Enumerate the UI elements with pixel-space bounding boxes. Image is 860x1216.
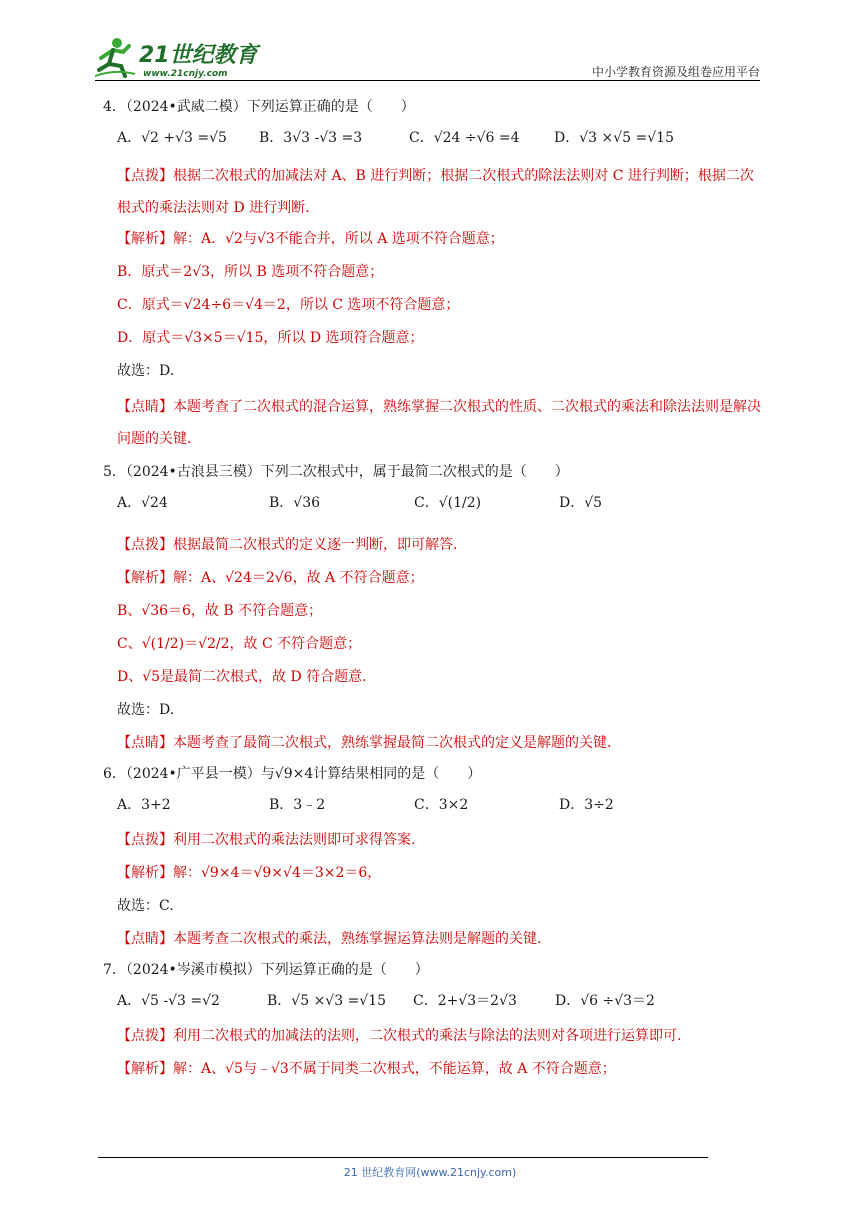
- footer-divider: [98, 1157, 708, 1158]
- question-7-stem: 7．（2024•岑溪市模拟）下列运算正确的是（ ）: [103, 962, 429, 978]
- option-d: D．√3 ×√5 =√15: [554, 130, 674, 146]
- question-6-analysis-1: 【解析】解：√9×4＝√9×√4＝3×2＝6，: [117, 865, 382, 881]
- question-5-analysis-2: B、√36＝6，故 B 不符合题意；: [117, 603, 323, 619]
- question-5-summary: 【点睛】本题考查了最简二次根式，熟练掌握最简二次根式的定义是解题的关键.: [117, 735, 612, 751]
- site-logo[interactable]: [95, 36, 265, 80]
- question-4-analysis-4: D．原式＝√3×5＝√15，所以 D 选项符合题意；: [117, 330, 424, 346]
- question-6-stem: 6．（2024•广平县一模）与√9×4计算结果相同的是（ ）: [103, 766, 482, 782]
- option-d: D．√6 ÷√3＝2: [555, 993, 655, 1009]
- header-divider: [95, 80, 760, 81]
- question-6-summary: 【点睛】本题考查二次根式的乘法，熟练掌握运算法则是解题的关键.: [117, 931, 542, 947]
- footer-link[interactable]: 21 世纪教育网(www.21cnjy.com): [343, 1166, 517, 1179]
- question-7-options: [117, 990, 765, 1012]
- option-b: B．3﹣2: [269, 797, 326, 813]
- question-5-hint: 【点拨】根据最简二次根式的定义逐一判断，即可解答.: [117, 537, 458, 553]
- question-4-analysis-3: C．原式＝√24÷6＝√4＝2，所以 C 选项不符合题意；: [117, 297, 460, 313]
- option-a: A．√24: [117, 495, 168, 511]
- question-5-analysis-1: 【解析】解：A、√24＝2√6，故 A 不符合题意；: [117, 570, 424, 586]
- option-c: C．√(1/2): [414, 495, 482, 511]
- option-c: C．3×2: [414, 797, 469, 813]
- question-6-options: [117, 794, 765, 816]
- question-5-answer: 故选：D.: [117, 702, 175, 718]
- page-header: [95, 30, 760, 80]
- question-4-analysis-2: B．原式＝2√3，所以 B 选项不符合题意；: [117, 264, 384, 280]
- question-6-hint: 【点拨】利用二次根式的乘法法则即可求得答案.: [117, 832, 416, 848]
- logo-text: 21世纪教育: [139, 43, 258, 68]
- logo-url: www.21cnjy.com: [143, 69, 228, 79]
- option-a: A．√2 +√3 =√5: [117, 130, 227, 146]
- question-7-hint: 【点拨】利用二次根式的加减法的法则，二次根式的乘法与除法的法则对各项进行运算即可.: [117, 1028, 682, 1044]
- option-c: C．√24 ÷√6 =4: [409, 130, 520, 146]
- option-a: A．3+2: [117, 797, 171, 813]
- question-5-stem: 5．（2024•古浪县三模）下列二次根式中，属于最简二次根式的是（ ）: [103, 464, 569, 480]
- question-7-analysis-1: 【解析】解：A、√5与﹣√3不属于同类二次根式，不能运算，故 A 不符合题意；: [117, 1061, 616, 1077]
- option-d: D．3÷2: [559, 797, 614, 813]
- question-4-answer: 故选：D.: [117, 363, 175, 379]
- question-5-options: [117, 492, 765, 514]
- question-5-analysis-4: D、√5是最简二次根式，故 D 符合题意.: [117, 669, 367, 685]
- question-4-analysis-1: 【解析】解：A．√2与√3不能合并，所以 A 选项不符合题意；: [117, 231, 504, 247]
- option-d: D．√5: [559, 495, 603, 511]
- question-6-answer: 故选：C.: [117, 898, 174, 914]
- question-4-stem: 4．（2024•武威二模）下列运算正确的是（ ）: [103, 99, 415, 115]
- option-c: C．2+√3＝2√3: [413, 993, 517, 1009]
- option-a: A．√5 -√3 =√2: [117, 993, 220, 1009]
- option-b: B．3√3 -√3 =3: [259, 130, 363, 146]
- question-content: [103, 96, 765, 1089]
- option-b: B．√5 ×√3 =√15: [267, 993, 387, 1009]
- question-5-analysis-3: C、√(1/2)＝√2/2，故 C 不符合题意；: [117, 636, 362, 652]
- platform-name: 中小学教育资源及组卷应用平台: [591, 65, 760, 79]
- question-4-options: [117, 127, 765, 149]
- option-b: B．√36: [269, 495, 321, 511]
- question-4-summary: 【点睛】本题考查了二次根式的混合运算，熟练掌握二次根式的性质、二次根式的乘法和除法法则是解决问题的关键.: [117, 399, 761, 447]
- question-4-hint: 【点拨】根据二次根式的加减法对 A、B 进行判断；根据二次根式的除法法则对 C 进行判断；根据二次根式的乘法法则对 D 进行判断.: [117, 168, 754, 216]
- runner-logo-icon: [95, 36, 265, 80]
